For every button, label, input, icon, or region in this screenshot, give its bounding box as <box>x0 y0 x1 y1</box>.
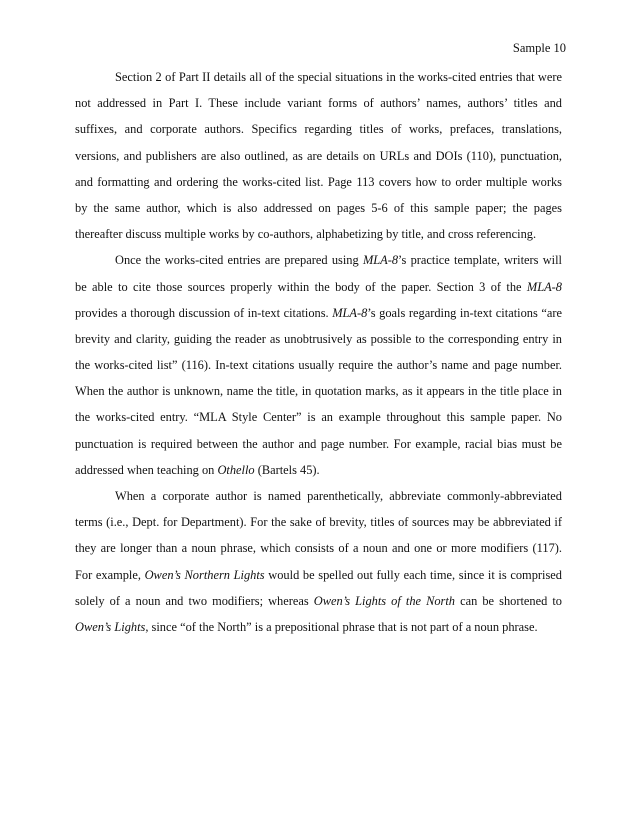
text-run: addressed when teaching on <box>75 462 218 477</box>
text-line: thereafter discuss multiple works by co-authors, alphabetizing by title, and cross referencing. <box>75 227 537 242</box>
text-line: When the author is unknown, name the title, in quotation marks, as it appears in the title place in <box>75 384 562 399</box>
text-line: When a corporate author is named parenthetically, abbreviate commonly-abbreviated <box>115 489 562 503</box>
text-run: would be spelled out fully each time, since it is comprised <box>264 567 562 582</box>
text-line <box>75 247 562 273</box>
italic-title: Owen’s Northern Lights <box>144 567 265 582</box>
italic-title: Owen’s Lights <box>75 619 146 634</box>
text-run: ’s practice template, writers will <box>398 253 562 268</box>
paragraph-1 <box>75 64 562 247</box>
paragraph-2 <box>75 247 562 483</box>
text-line <box>75 588 562 614</box>
italic-title: MLA-8 <box>332 305 368 320</box>
text-run: Once the works-cited entries are prepared using <box>115 253 363 268</box>
text-line: and formatting and ordering the works-cited list. Page 113 covers how to order multiple works <box>75 174 562 189</box>
text-line: by the same author, which is also addressed on pages 5-6 of this sample paper; the pages <box>75 200 562 215</box>
text-run: be able to cite those sources properly within the body of the paper. Section 3 of the <box>75 279 527 294</box>
text-line: versions, and publishers are also outlined, as are details on URLs and DOIs (110), punctuation, <box>75 148 562 163</box>
text-run: ’s goals regarding in-text citations “are <box>367 305 562 320</box>
italic-title: Owen’s Lights of the North <box>313 593 456 608</box>
text-run: can be shortened to <box>455 593 562 608</box>
text-line: punctuation is required between the author and page number. For example, racial bias must be <box>75 436 562 451</box>
text-line <box>75 457 562 483</box>
text-line <box>75 300 562 326</box>
text-run: , since “of the North” is a prepositional phrase that is not part of a noun phrase. <box>145 619 538 634</box>
text-line: brevity and clarity, guiding the reader as unobtrusively as possible to the corresponding entry in <box>75 331 562 346</box>
text-line: the works-cited entry. “MLA Style Center” is an example throughout this sample paper. No <box>75 410 562 425</box>
text-line: the works-cited list” (116). In-text citations usually require the author’s name and page number. <box>75 358 562 373</box>
italic-title: MLA-8 <box>526 279 562 294</box>
text-line: suffixes, and corporate authors. Specifics regarding titles of works, prefaces, translations, <box>75 122 562 137</box>
paragraph-3 <box>75 483 562 640</box>
italic-title: Othello <box>217 462 255 477</box>
text-line <box>75 274 562 300</box>
text-line: not addressed in Part I. These include variant forms of authors’ names, authors’ titles and <box>75 96 562 111</box>
text-run: For example, <box>75 567 145 582</box>
text-line <box>75 614 562 640</box>
text-line: they are longer than a noun phrase, which consists of a noun and one or more modifiers (117). <box>75 541 562 556</box>
running-head: Sample 10 <box>512 41 566 55</box>
italic-title: MLA-8 <box>362 253 399 268</box>
text-run: solely of a noun and two modifiers; whereas <box>75 593 314 608</box>
text-line <box>75 562 562 588</box>
text-run: provides a thorough discussion of in-text citations. <box>75 305 333 320</box>
text-line: terms (i.e., Dept. for Department). For the sake of brevity, titles of sources may be abbreviated if <box>75 515 562 530</box>
text-run: (Bartels 45). <box>254 462 320 477</box>
text-line: Section 2 of Part II details all of the special situations in the works-cited entries that were <box>115 70 562 84</box>
body-text <box>75 64 562 640</box>
